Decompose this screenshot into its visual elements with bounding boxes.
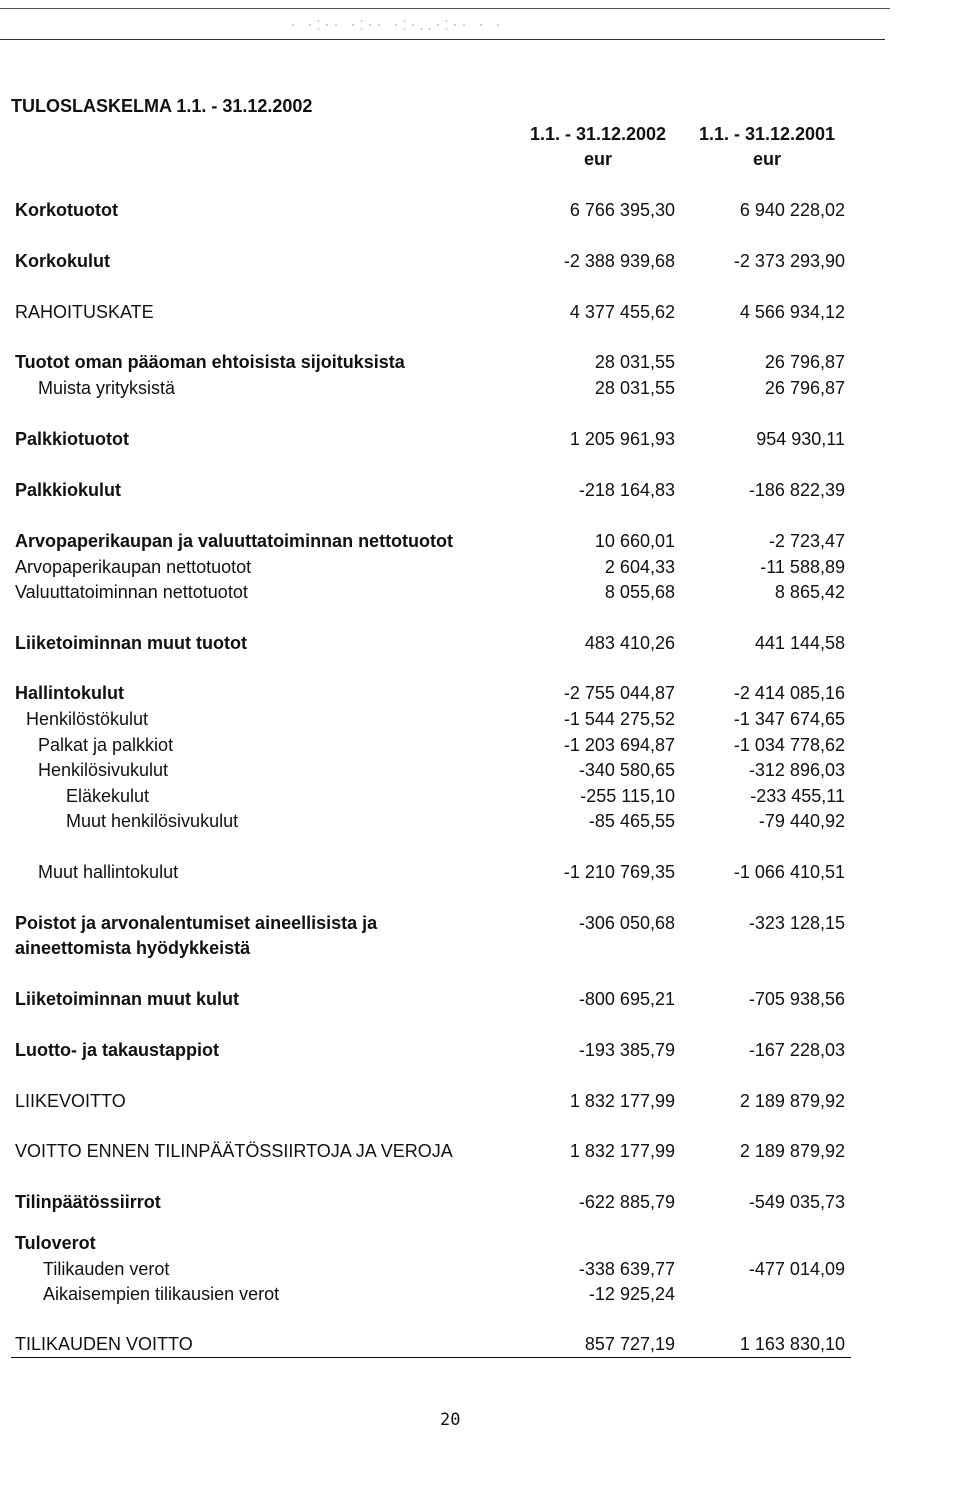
column-header-2001: [683, 124, 851, 170]
row-label: Muut henkilösivukulut: [66, 811, 239, 831]
table-row: [0, 302, 960, 324]
table-row: [0, 1141, 960, 1163]
row-label: Eläkekulut: [66, 786, 150, 806]
value-2001: 1 163 830,10: [739, 1334, 845, 1354]
table-row: [0, 429, 960, 451]
value-2002: 1 205 961,93: [569, 429, 675, 449]
value-2001: -233 455,11: [750, 786, 845, 806]
page-number: 20: [440, 1410, 461, 1430]
table-row: [0, 989, 960, 1011]
row-label: LIIKEVOITTO: [15, 1091, 126, 1111]
table-row: [0, 1259, 960, 1281]
row-label: VOITTO ENNEN TILINPÄÄTÖSSIIRTOJA JA VEROJA: [15, 1141, 453, 1161]
row-label: Muut hallintokulut: [38, 862, 179, 882]
column-period: 1.1. - 31.12.2001: [698, 124, 836, 144]
row-label: Liiketoiminnan muut kulut: [15, 989, 239, 1009]
value-2002: 8 055,68: [604, 582, 675, 602]
table-row: [0, 251, 960, 273]
table-row: [0, 1284, 960, 1306]
value-2001: -186 822,39: [748, 480, 845, 500]
row-label: Tuloverot: [15, 1233, 96, 1253]
row-label: Arvopaperikaupan nettotuotot: [15, 557, 252, 577]
table-row: [0, 352, 960, 374]
value-2002: -1 203 694,87: [563, 735, 675, 755]
table-row: [0, 557, 960, 579]
column-unit: eur: [583, 149, 612, 169]
table-row: [0, 786, 960, 808]
faded-header-text: · ·:·· ·:·· ·:·..·:·· · ·: [290, 14, 504, 34]
table-row: [0, 1192, 960, 1214]
value-2002: 1 832 177,99: [569, 1141, 675, 1161]
value-2002: 10 660,01: [594, 531, 675, 551]
row-label: Palkkiotuotot: [15, 429, 130, 449]
table-row: [0, 1040, 960, 1062]
table-row: [0, 709, 960, 731]
value-2002: -1 544 275,52: [563, 709, 675, 729]
row-label: Henkilösivukulut: [38, 760, 169, 780]
value-2001: 8 865,42: [774, 582, 845, 602]
row-label: Tilikauden verot: [43, 1259, 170, 1279]
value-2001: -79 440,92: [758, 811, 845, 831]
value-2002: -340 580,65: [578, 760, 675, 780]
value-2002: 857 727,19: [584, 1334, 675, 1354]
column-unit: eur: [752, 149, 781, 169]
value-2001: -2 414 085,16: [733, 683, 845, 703]
value-2002: -1 210 769,35: [563, 862, 675, 882]
value-2002: 1 832 177,99: [569, 1091, 675, 1111]
document-title: TULOSLASKELMA 1.1. - 31.12.2002: [11, 96, 313, 116]
row-label: Liiketoiminnan muut tuotot: [15, 633, 247, 653]
table-row: [0, 1091, 960, 1113]
value-2002: 6 766 395,30: [569, 200, 675, 220]
row-label: Henkilöstökulut: [26, 709, 149, 729]
value-2001: 954 930,11: [756, 429, 845, 449]
header-rule: [0, 39, 885, 40]
value-2002: -218 164,83: [578, 480, 675, 500]
value-2002: -12 925,24: [588, 1284, 675, 1304]
total-underline: [11, 1357, 851, 1358]
table-row: [0, 913, 960, 935]
table-row: [0, 378, 960, 400]
table-row: [0, 760, 960, 782]
column-header-2002: [518, 124, 678, 170]
value-2002: 28 031,55: [594, 378, 675, 398]
table-row: [0, 938, 960, 960]
table-row: [0, 811, 960, 833]
row-label: Hallintokulut: [15, 683, 124, 703]
row-label: RAHOITUSKATE: [15, 302, 154, 322]
table-row: [0, 480, 960, 502]
table-row: [0, 531, 960, 553]
value-2002: -2 388 939,68: [563, 251, 675, 271]
value-2002: -2 755 044,87: [563, 683, 675, 703]
table-row: [0, 200, 960, 222]
value-2002: -85 465,55: [588, 811, 675, 831]
value-2001: -2 373 293,90: [733, 251, 845, 271]
value-2001: -11 588,89: [760, 557, 845, 577]
top-rule: [0, 8, 890, 9]
value-2001: 6 940 228,02: [739, 200, 845, 220]
value-2002: -255 115,10: [580, 786, 675, 806]
row-label: aineettomista hyödykkeistä: [15, 938, 251, 958]
value-2001: -323 128,15: [748, 913, 845, 933]
value-2001: 2 189 879,92: [739, 1141, 845, 1161]
value-2002: 2 604,33: [604, 557, 675, 577]
table-row: [0, 862, 960, 884]
value-2001: 26 796,87: [764, 352, 845, 372]
value-2001: 4 566 934,12: [739, 302, 845, 322]
value-2002: 483 410,26: [584, 633, 675, 653]
row-label: Tuotot oman pääoman ehtoisista sijoituksista: [15, 352, 405, 372]
row-label: TILIKAUDEN VOITTO: [15, 1334, 193, 1354]
row-label: Poistot ja arvonalentumiset aineellisista ja: [15, 913, 378, 933]
value-2002: 28 031,55: [594, 352, 675, 372]
row-label: Palkat ja palkkiot: [38, 735, 174, 755]
value-2001: 2 189 879,92: [739, 1091, 845, 1111]
row-label: Muista yrityksistä: [38, 378, 176, 398]
value-2001: -312 896,03: [748, 760, 845, 780]
value-2002: 4 377 455,62: [569, 302, 675, 322]
value-2001: -1 034 778,62: [733, 735, 845, 755]
table-row: [0, 735, 960, 757]
row-label: Valuuttatoiminnan nettotuotot: [15, 582, 248, 602]
table-row: [0, 683, 960, 705]
value-2002: -800 695,21: [578, 989, 675, 1009]
value-2002: -193 385,79: [578, 1040, 675, 1060]
value-2001: 26 796,87: [764, 378, 845, 398]
value-2002: -306 050,68: [578, 913, 675, 933]
row-label: Luotto- ja takaustappiot: [15, 1040, 219, 1060]
value-2001: -1 066 410,51: [733, 862, 845, 882]
value-2001: -705 938,56: [748, 989, 845, 1009]
value-2001: -167 228,03: [748, 1040, 845, 1060]
table-row: [0, 582, 960, 604]
row-label: Palkkiokulut: [15, 480, 122, 500]
row-label: Korkokulut: [15, 251, 111, 271]
row-label: Arvopaperikaupan ja valuuttatoiminnan nettotuotot: [15, 531, 454, 551]
value-2001: -1 347 674,65: [733, 709, 845, 729]
value-2002: -622 885,79: [578, 1192, 675, 1212]
row-label: Korkotuotot: [15, 200, 118, 220]
value-2001: -477 014,09: [748, 1259, 845, 1279]
row-label: Tilinpäätössiirrot: [15, 1192, 161, 1212]
row-label: Aikaisempien tilikausien verot: [43, 1284, 280, 1304]
value-2001: -549 035,73: [748, 1192, 845, 1212]
value-2001: -2 723,47: [768, 531, 845, 551]
table-row: [0, 1233, 960, 1255]
table-row: [0, 1334, 960, 1356]
table-row: [0, 633, 960, 655]
value-2002: -338 639,77: [578, 1259, 675, 1279]
value-2001: 441 144,58: [754, 633, 845, 653]
column-period: 1.1. - 31.12.2002: [529, 124, 667, 144]
